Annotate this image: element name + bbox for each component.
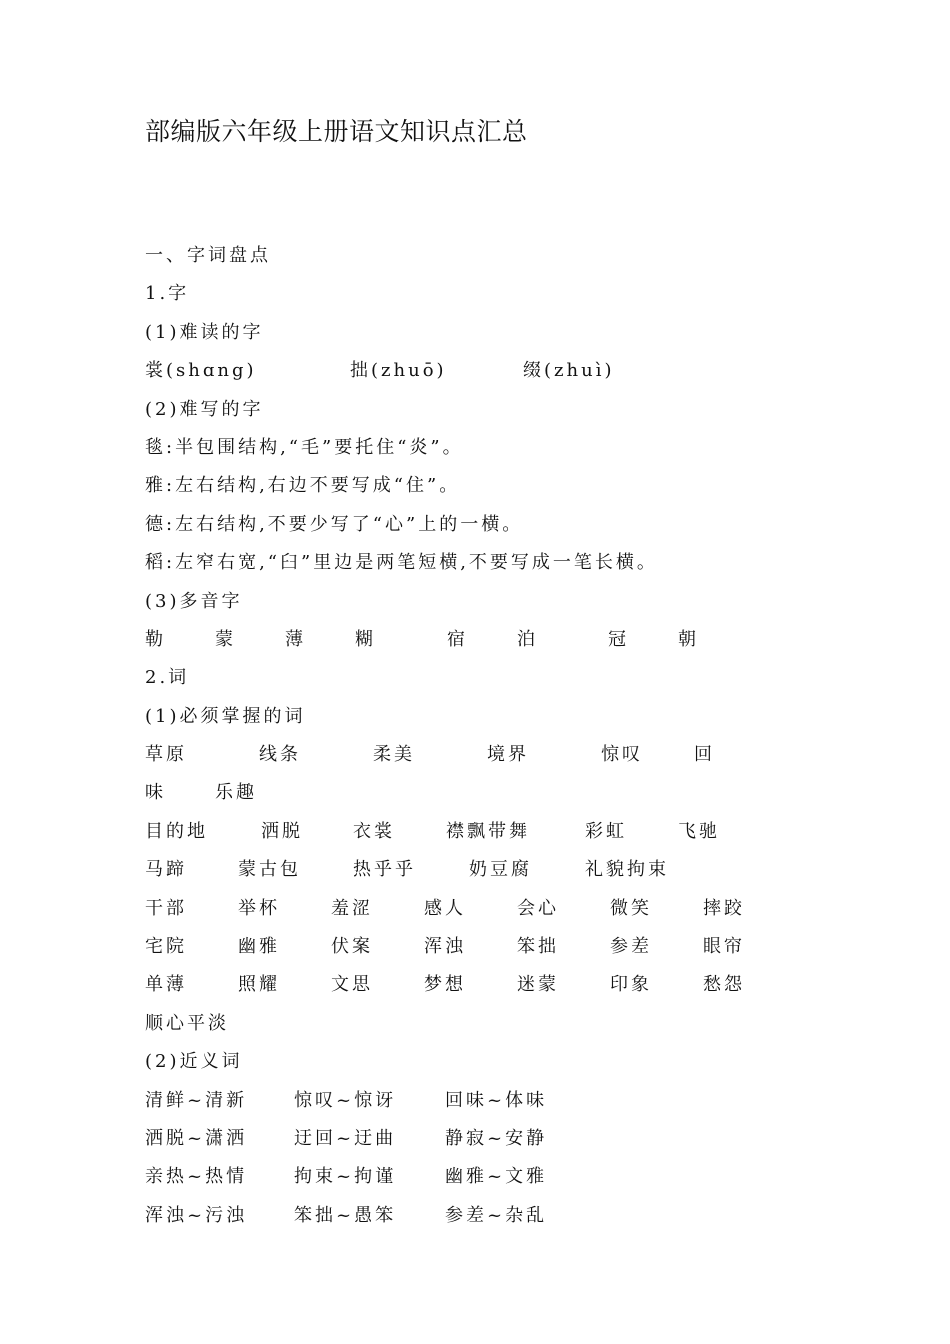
- polyphonic-char: 宿: [447, 628, 468, 650]
- polyphonic-char: 糊: [355, 628, 376, 650]
- word: 干部: [145, 897, 187, 919]
- word: 礼貌拘束: [585, 859, 669, 881]
- word: 浑浊: [424, 936, 466, 958]
- synonym-pair: 参差~杂乱: [445, 1204, 548, 1226]
- hard-read-item: 裳(shɑng): [145, 360, 257, 382]
- hard-write-item: 雅:左右结构,右边不要写成“住”。: [145, 475, 461, 497]
- must-master-heading: (1)必须掌握的词: [145, 705, 306, 727]
- hard-write-heading: (2)难写的字: [145, 398, 264, 420]
- polyphonic-heading: (3)多音字: [145, 590, 243, 612]
- hard-write-item: 稻:左窄右宽,“臼”里边是两笔短横,不要写成一笔长横。: [145, 552, 658, 574]
- word: 参差: [610, 936, 652, 958]
- word: 宅院: [145, 936, 187, 958]
- word-row: [145, 851, 805, 889]
- word: 顺心平淡: [145, 1012, 229, 1034]
- word: 眼帘: [703, 936, 745, 958]
- synonym-pair: 笨拙~愚笨: [294, 1204, 397, 1226]
- synonym-pair: 迂回~迂曲: [294, 1127, 397, 1149]
- word: 线条: [259, 744, 301, 766]
- word: 襟飘带舞: [446, 820, 530, 842]
- word: 举杯: [238, 897, 280, 919]
- synonym-pair: 洒脱~潇洒: [145, 1127, 248, 1149]
- word: 回: [694, 744, 715, 766]
- synonym-pair: 亲热~热情: [145, 1166, 248, 1188]
- synonym-pair: 惊叹~惊讶: [294, 1089, 397, 1111]
- word: 文思: [331, 974, 373, 996]
- word: 摔跤: [703, 897, 745, 919]
- document-title: 部编版六年级上册语文知识点汇总: [145, 117, 528, 146]
- word: 境界: [487, 744, 529, 766]
- hard-write-item: 德:左右结构,不要少写了“心”上的一横。: [145, 513, 524, 535]
- word-row: [145, 928, 805, 966]
- word: 单薄: [145, 974, 187, 996]
- polyphonic-char: 勒: [145, 628, 166, 650]
- polyphonic-row: [145, 621, 805, 659]
- word: 笨拙: [517, 936, 559, 958]
- word: 照耀: [238, 974, 280, 996]
- polyphonic-char: 朝: [678, 628, 699, 650]
- synonym-row: [145, 1197, 805, 1235]
- word: 蒙古包: [238, 859, 301, 881]
- word: 愁怨: [703, 974, 745, 996]
- word: 目的地: [145, 820, 208, 842]
- subsection-heading-ci: 2.词: [145, 667, 190, 689]
- word: 迷蒙: [517, 974, 559, 996]
- hard-read-row: [145, 352, 805, 390]
- word-row: [145, 890, 805, 928]
- polyphonic-char: 蒙: [215, 628, 236, 650]
- word: 羞涩: [331, 897, 373, 919]
- word: 梦想: [424, 974, 466, 996]
- subsection-heading-zi: 1.字: [145, 283, 190, 305]
- synonyms-heading: (2)近义词: [145, 1051, 243, 1073]
- synonym-row: [145, 1120, 805, 1158]
- word: 味: [145, 782, 166, 804]
- word: 洒脱: [261, 820, 303, 842]
- word: 柔美: [373, 744, 415, 766]
- document-body: [145, 237, 805, 1235]
- word: 奶豆腐: [469, 859, 532, 881]
- synonym-pair: 浑浊~污浊: [145, 1204, 248, 1226]
- word: 乐趣: [215, 782, 257, 804]
- polyphonic-char: 冠: [608, 628, 629, 650]
- word: 微笑: [610, 897, 652, 919]
- word: 印象: [610, 974, 652, 996]
- synonym-row: [145, 1082, 805, 1120]
- synonym-pair: 静寂~安静: [445, 1127, 548, 1149]
- polyphonic-char: 泊: [517, 628, 538, 650]
- section-heading: 一、字词盘点: [145, 245, 271, 266]
- synonym-pair: 幽雅~文雅: [445, 1166, 548, 1188]
- word: 伏案: [331, 936, 373, 958]
- hard-read-item: 拙(zhuō): [350, 360, 447, 382]
- word: 马蹄: [145, 859, 187, 881]
- hard-read-item: 缀(zhuì): [523, 360, 615, 382]
- synonym-pair: 拘束~拘谨: [294, 1166, 397, 1188]
- word: 飞驰: [678, 820, 720, 842]
- synonym-pair: 清鲜~清新: [145, 1089, 248, 1111]
- word: 热乎乎: [353, 859, 416, 881]
- synonym-row: [145, 1158, 805, 1196]
- word: 彩虹: [585, 820, 627, 842]
- word-row: [145, 736, 805, 774]
- word: 衣裳: [353, 820, 395, 842]
- word: 会心: [517, 897, 559, 919]
- word: 幽雅: [238, 936, 280, 958]
- word-row: [145, 966, 805, 1004]
- word: 惊叹: [601, 744, 643, 766]
- synonym-pair: 回味~体味: [445, 1089, 548, 1111]
- polyphonic-char: 薄: [285, 628, 306, 650]
- word: 草原: [145, 744, 187, 766]
- hard-write-item: 毯:半包围结构,“毛”要托住“炎”。: [145, 436, 464, 458]
- word-row: [145, 774, 805, 812]
- word-row: [145, 813, 805, 851]
- hard-read-heading: (1)难读的字: [145, 321, 264, 343]
- word: 感人: [424, 897, 466, 919]
